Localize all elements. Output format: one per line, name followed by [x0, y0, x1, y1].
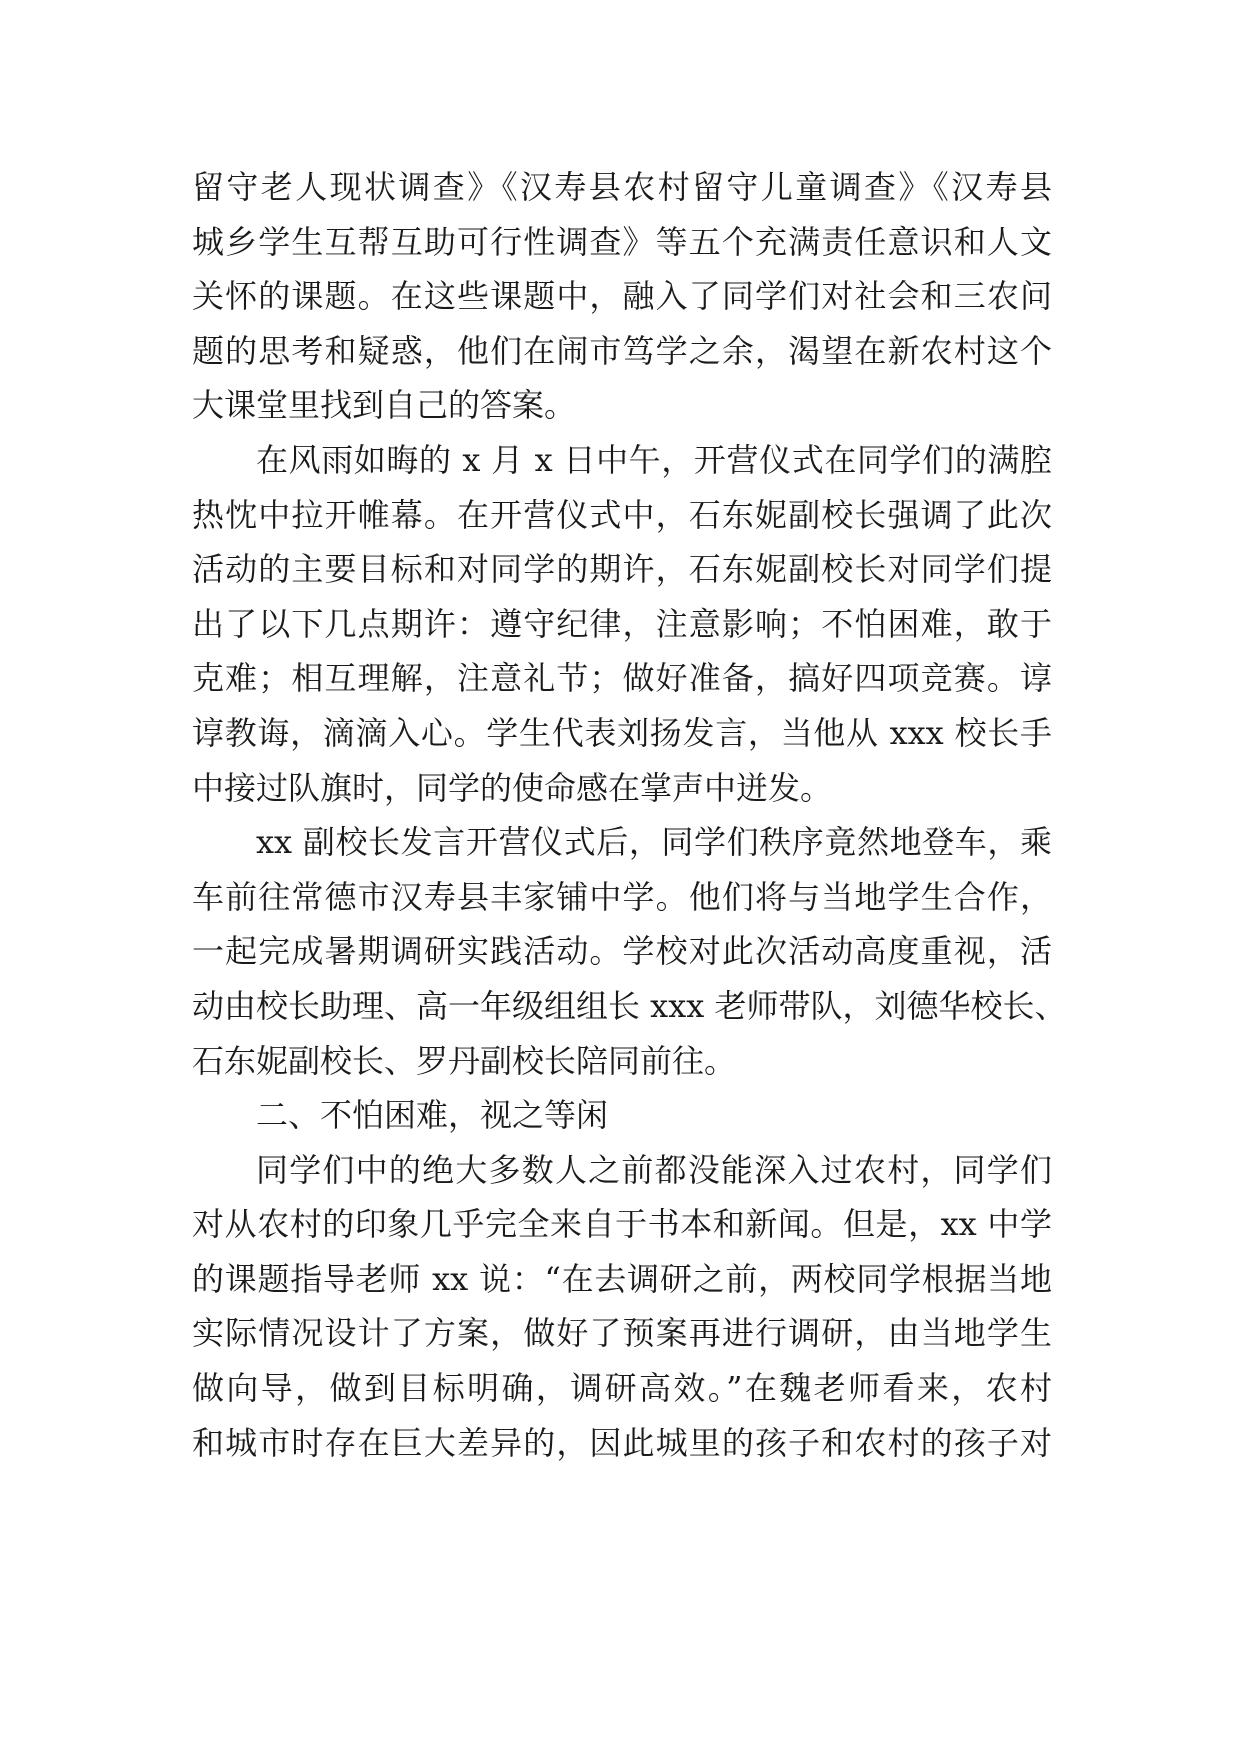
text-line: 对从农村的印象几乎完全来自于书本和新闻。但是，xx 中学	[192, 1205, 1052, 1244]
text-line: 一起完成暑期调研实践活动。学校对此次活动高度重视，活	[192, 932, 1052, 971]
text-line: 出了以下几点期许：遵守纪律，注意影响；不怕困难，敢于	[192, 604, 1052, 643]
text-line: 在风雨如晦的 x 月 x 日中午，开营仪式在同学们的满腔	[256, 440, 1052, 479]
text-line: 中接过队旗时，同学的使命感在掌声中迸发。	[192, 768, 833, 807]
text-line: 活动的主要目标和对同学的期许，石东妮副校长对同学们提	[192, 550, 1052, 589]
text-line: 实际情况设计了方案，做好了预案再进行调研，由当地学生	[192, 1314, 1052, 1353]
text-line: 题的思考和疑惑，他们在闹市笃学之余，渴望在新农村这个	[192, 331, 1052, 370]
text-line: 二、不怕困难，视之等闲	[256, 1096, 609, 1135]
text-line: 的课题指导老师 xx 说：“在去调研之前，两校同学根据当地	[192, 1259, 1052, 1298]
text-line: xx 副校长发言开营仪式后，同学们秩序竟然地登车，乘	[256, 823, 1052, 862]
text-line: 城乡学生互帮互助可行性调查》等五个充满责任意识和人文	[192, 222, 1052, 261]
text-line: 和城市时存在巨大差异的，因此城里的孩子和农村的孩子对	[192, 1423, 1052, 1462]
text-line: 动由校长助理、高一年级组组长 xxx 老师带队，刘德华校长、	[192, 986, 1067, 1025]
text-line: 大课堂里找到自己的答案。	[192, 386, 577, 425]
text-line: 石东妮副校长、罗丹副校长陪同前往。	[192, 1041, 737, 1080]
text-line: 车前往常德市汉寿县丰家铺中学。他们将与当地学生合作，	[192, 877, 1052, 916]
text-line: 同学们中的绝大多数人之前都没能深入过农村，同学们	[256, 1150, 1052, 1189]
text-line: 关怀的课题。在这些课题中，融入了同学们对社会和三农问	[192, 277, 1052, 316]
text-line: 谆教诲，滴滴入心。学生代表刘扬发言，当他从 xxx 校长手	[192, 713, 1052, 752]
body-text	[192, 160, 1067, 1470]
text-line: 热忱中拉开帷幕。在开营仪式中，石东妮副校长强调了此次	[192, 495, 1052, 534]
text-line: 做向导，做到目标明确，调研高效。”在魏老师看来，农村	[192, 1369, 1052, 1408]
text-line: 留守老人现状调查》《汉寿县农村留守儿童调查》《汉寿县	[192, 168, 1052, 206]
text-line: 克难；相互理解，注意礼节；做好准备，搞好四项竞赛。谆	[192, 659, 1052, 698]
